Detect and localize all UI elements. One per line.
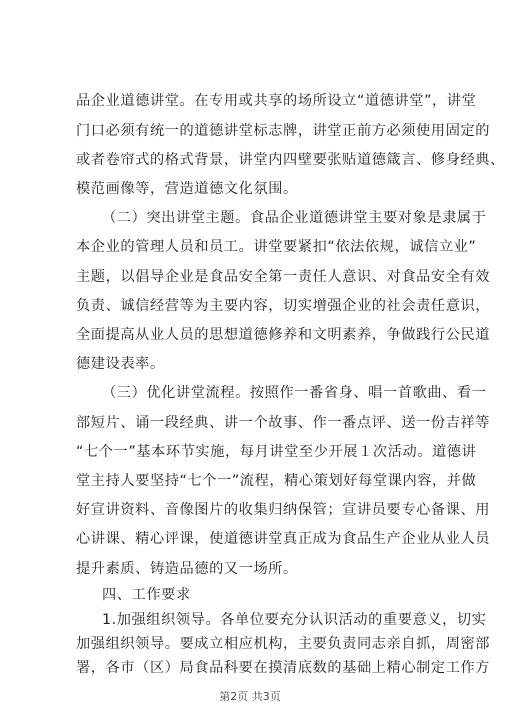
text-line: 部短片、诵一段经典、讲一个故事、作一番点评、送一份吉祥等 (76, 415, 491, 431)
text-line: 好宣讲资料、音像图片的收集归纳保管；宣讲员要专心备课、用 (76, 502, 491, 518)
text-line: 主题，以倡导企业是食品安全第一责任人意识、对食品安全有效 (76, 269, 491, 285)
text-line: 署，各市（区）局食品科要在摸清底数的基础上精心制定工作方 (76, 660, 491, 676)
paragraph-start-line: （三）优化讲堂流程。按照作一番省身、唱一首歌曲、看一 (102, 385, 487, 401)
text-line: 门口必须有统一的道德讲堂标志牌，讲堂正前方必须使用固定的 (76, 123, 491, 139)
text-line: 负责、诚信经营等为主要内容，切实增强企业的社会责任意识， (76, 298, 491, 314)
text-line: 全面提高从业人员的思想道德修养和文明素养，争做践行公民道 (76, 327, 491, 343)
text-line: 模范画像等，营造道德文化氛围。 (76, 181, 298, 197)
text-line: 本企业的管理人员和员工。讲堂要紧扣“依法依规，诚信立业” (76, 239, 477, 255)
paragraph-start-line: （二）突出讲堂主题。食品企业道德讲堂主要对象是隶属于 (102, 210, 487, 226)
paragraph-start-line: 1.加强组织领导。各单位要充分认识活动的重要意义，切实 (102, 612, 487, 628)
text-line: 堂主持人要坚持“七个一”流程，精心策划好每堂课内容，并做 (76, 473, 477, 489)
text-line: 或者卷帘式的格式背景，讲堂内四壁要张贴道德箴言、修身经典、 (76, 152, 505, 168)
text-line: 心讲课、精心评课，使道德讲堂真正成为食品生产企业从业人员 (76, 531, 491, 547)
text-line: 品企业道德讲堂。在专用或共享的场所设立“道德讲堂”，讲堂 (76, 93, 477, 109)
text-line: 德建设表率。 (76, 356, 165, 372)
text-line: 加强组织领导。要成立相应机构，主要负责同志亲自抓，周密部 (76, 636, 491, 652)
section-heading: 四、工作要求 (102, 587, 191, 603)
page-number-footer: 第2页 共3页 (219, 690, 281, 703)
text-line: 提升素质、铸造品德的又一场所。 (76, 561, 298, 577)
text-line: “七个一”基本环节实施，每月讲堂至少开展１次活动。道德讲 (76, 444, 477, 460)
